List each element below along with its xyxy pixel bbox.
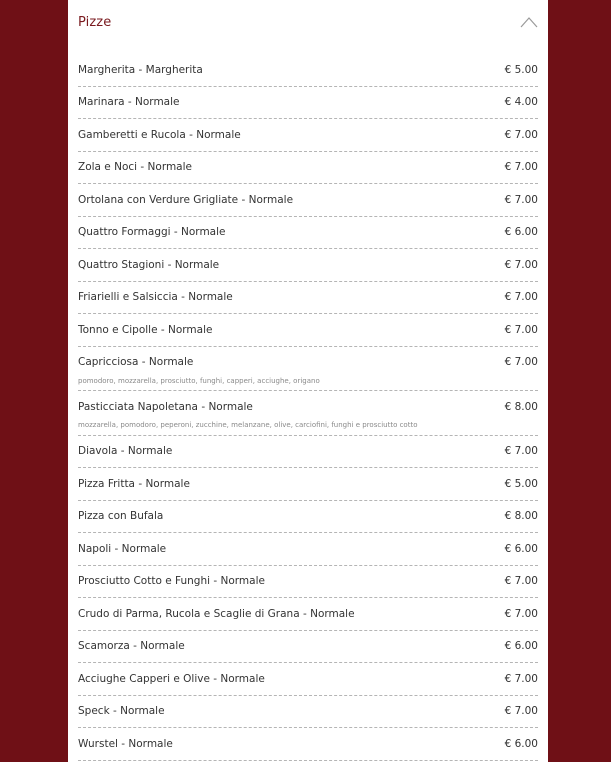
menu-item-price: € 6.00	[504, 640, 538, 652]
menu-item[interactable]	[78, 533, 538, 566]
menu-item-price: € 7.00	[504, 193, 538, 206]
menu-item-price: € 7.00	[504, 161, 538, 173]
menu-item-row	[78, 152, 538, 183]
menu-item-price: € 5.00	[504, 63, 538, 76]
menu-item-name: Tonno e Cipolle - Normale	[78, 323, 213, 336]
menu-item-name: Speck - Normale	[78, 705, 165, 717]
menu-item-name: Pizza Fritta - Normale	[78, 477, 190, 490]
menu-item-row	[78, 598, 538, 629]
menu-item-name: Prosciutto Cotto e Funghi - Normale	[78, 575, 265, 587]
menu-item-price: € 6.00	[504, 542, 538, 555]
menu-item-name: Acciughe Capperi e Olive - Normale	[78, 672, 265, 685]
menu-item-name: Margherita - Margherita	[78, 63, 203, 76]
menu-item[interactable]	[78, 391, 538, 436]
menu-item-name: Crudo di Parma, Rucola e Scaglie di Grana - Normale	[78, 607, 355, 620]
menu-item-row	[78, 391, 538, 422]
menu-item-price: € 7.00	[504, 356, 538, 368]
menu-item[interactable]	[78, 54, 538, 87]
menu-item-name: Pasticciata Napoletana - Normale	[78, 400, 253, 413]
section-header-pizze[interactable]	[78, 0, 538, 44]
menu-item[interactable]	[78, 631, 538, 664]
menu-item[interactable]	[78, 566, 538, 599]
menu-item-price: € 7.00	[504, 445, 538, 457]
menu-item-name: Pizza con Bufala	[78, 510, 164, 522]
menu-item-price: € 7.00	[504, 672, 538, 685]
menu-item-row	[78, 184, 538, 215]
menu-item-list	[78, 54, 538, 761]
menu-item[interactable]	[78, 249, 538, 282]
menu-item[interactable]	[78, 501, 538, 534]
menu-item-row	[78, 314, 538, 345]
menu-item-name: Scamorza - Normale	[78, 640, 185, 652]
menu-item-price: € 6.00	[504, 737, 538, 750]
menu-item[interactable]	[78, 696, 538, 729]
menu-item-description: mozzarella, pomodoro, peperoni, zucchine, melanzane, olive, carciofini, funghi e prosciutto cotto	[78, 421, 418, 429]
menu-item[interactable]	[78, 728, 538, 761]
menu-item-name: Wurstel - Normale	[78, 737, 173, 750]
menu-item-description: pomodoro, mozzarella, prosciutto, funghi, capperi, acciughe, origano	[78, 376, 320, 385]
menu-item-row	[78, 436, 538, 467]
menu-panel	[68, 0, 548, 762]
menu-item[interactable]	[78, 347, 538, 392]
menu-item-row	[78, 566, 538, 597]
menu-item-price: € 7.00	[504, 291, 538, 303]
menu-item-name: Diavola - Normale	[78, 445, 173, 457]
menu-item-row	[78, 533, 538, 564]
menu-item[interactable]	[78, 152, 538, 185]
menu-item-row	[78, 217, 538, 248]
menu-item[interactable]	[78, 663, 538, 696]
menu-item-row	[78, 501, 538, 532]
menu-item-price: € 7.00	[504, 607, 538, 620]
menu-item-row	[78, 631, 538, 662]
menu-item-row	[78, 468, 538, 499]
menu-item-name: Zola e Noci - Normale	[78, 161, 192, 173]
menu-item[interactable]	[78, 217, 538, 250]
menu-item-name: Friarielli e Salsiccia - Normale	[78, 291, 233, 303]
menu-item[interactable]	[78, 87, 538, 120]
section-title: Pizze	[78, 14, 112, 30]
menu-item-row	[78, 87, 538, 118]
chevron-up-icon[interactable]	[520, 16, 538, 28]
menu-item[interactable]	[78, 282, 538, 315]
menu-item-price: € 7.00	[504, 128, 538, 141]
menu-item-price: € 7.00	[504, 323, 538, 336]
menu-item[interactable]	[78, 598, 538, 631]
menu-item-name: Quattro Stagioni - Normale	[78, 258, 220, 271]
menu-item[interactable]	[78, 436, 538, 469]
menu-item-price: € 7.00	[504, 705, 538, 717]
menu-item[interactable]	[78, 119, 538, 152]
menu-item-name: Quattro Formaggi - Normale	[78, 226, 226, 238]
menu-item-row	[78, 119, 538, 150]
menu-item-name: Marinara - Normale	[78, 96, 180, 108]
menu-item-price: € 6.00	[504, 226, 538, 238]
menu-item-price: € 5.00	[504, 477, 538, 490]
menu-item-row	[78, 696, 538, 727]
menu-item-row	[78, 54, 538, 85]
menu-item-price: € 8.00	[504, 400, 538, 413]
menu-item-name: Napoli - Normale	[78, 542, 167, 555]
menu-item-row	[78, 249, 538, 280]
menu-item-price: € 7.00	[504, 575, 538, 587]
menu-item-price: € 4.00	[504, 96, 538, 108]
menu-item-row	[78, 728, 538, 759]
menu-item-row	[78, 347, 538, 378]
menu-item-price: € 8.00	[504, 510, 538, 522]
menu-item-name: Ortolana con Verdure Grigliate - Normale	[78, 193, 294, 206]
menu-item-row	[78, 282, 538, 313]
menu-item-row	[78, 663, 538, 694]
menu-item[interactable]	[78, 184, 538, 217]
menu-item-price: € 7.00	[504, 258, 538, 271]
menu-item[interactable]	[78, 468, 538, 501]
menu-item-name: Capricciosa - Normale	[78, 356, 194, 368]
menu-item-name: Gamberetti e Rucola - Normale	[78, 128, 241, 141]
menu-item[interactable]	[78, 314, 538, 347]
